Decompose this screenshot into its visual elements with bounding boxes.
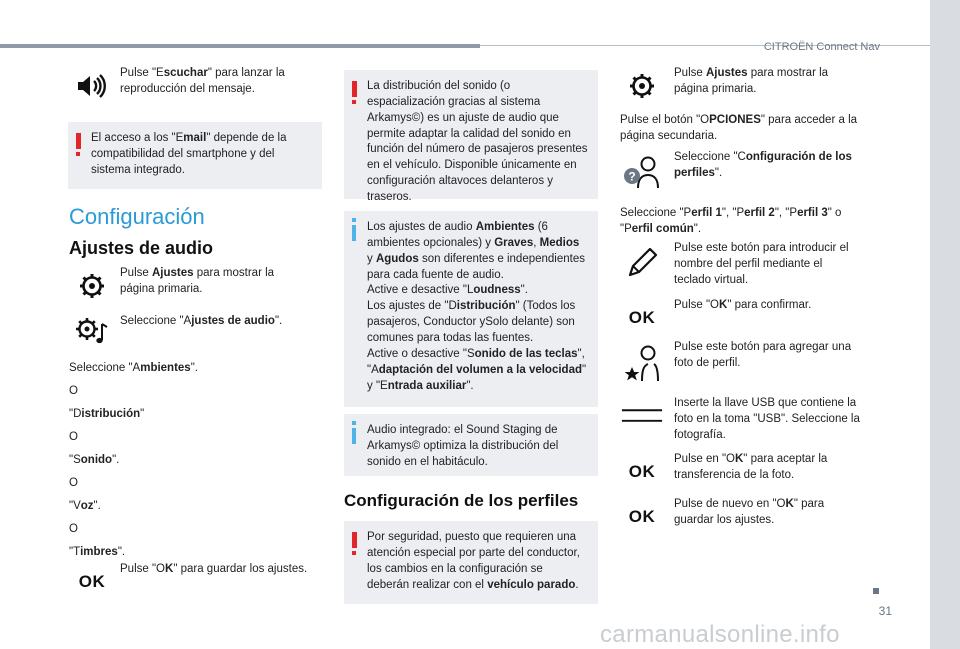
profile-question-icon (620, 150, 664, 194)
ok-save-step: OK Pulse de nuevo en "OK" para guardar los ajustes. (620, 497, 880, 537)
ok-step: OK Pulse "OK" para guardar los ajustes. (70, 562, 330, 602)
voz-text: "Voz". (69, 500, 101, 512)
or-text-2: O (69, 431, 78, 443)
col3-ajustes-step: Pulse Ajustes para mostrar la página primaria. (620, 66, 880, 106)
ambientes-text: Seleccione "Ambientes". (69, 362, 198, 374)
add-photo-profile-icon (620, 340, 664, 384)
audio-settings-info-box: Los ajustes de audio Ambientes (6 ambientes opcionales) y Graves, Medios y Agudos son diferentes e independientes para cada fuente de audio. Active e desactive "Loudness". Los ajustes de "Distribución" (Todos los pasajeros, Conductor ySolo delante) son comunes para todas las fuentes. Active o desactive "Sonido de las teclas", "Adaptación del volumen a la velocidad" y "Entrada auxiliar". (344, 211, 598, 407)
header-rule (0, 44, 480, 48)
ok-transfer-step: OK Pulse en "OK" para aceptar la transferencia de la foto. (620, 452, 880, 492)
ok-icon: OK (628, 507, 656, 527)
or-text-3: O (69, 477, 78, 489)
pencil-step: Pulse este botón para introducir el nombre del perfil mediante el teclado virtual. (620, 241, 880, 289)
info-icon (352, 225, 356, 241)
ok-icon: OK (628, 462, 656, 482)
safety-warning-box: Por seguridad, puesto que requieren una atención especial por parte del conductor, los cambios en la configuración se deberán realizar con el vehículo parado. (344, 521, 598, 604)
email-warning-box: El acceso a los "Email" depende de la compatibilidad del smartphone y del sistema integrado. (68, 122, 322, 189)
timbres-text: "Timbres". (69, 546, 126, 558)
sound-distribution-warning-box: La distribución del sonido (o espacialización gracias al sistema Arkamys©) es un ajuste de audio que permite adaptar la calidad del sonido en función del número de pasajeros presentes en el vehículo. Disponible únicamente en configuración altavoces delanteros y traseros. (344, 70, 598, 199)
photo-step: Pulse este botón para agregar una foto de perfil. (620, 340, 880, 384)
perfil-text: Seleccione "Perfil 1", "Perfil 2", "Perfil 3" o "Perfil común". (620, 207, 842, 235)
warning-icon (76, 133, 81, 149)
distribucion-text: "Distribución" (69, 408, 145, 420)
warning-icon (352, 81, 357, 97)
watermark: carmanualsonline.info (600, 621, 840, 648)
page-number: 31 (878, 604, 892, 618)
header-brand: CITROËN Connect Nav (763, 41, 880, 53)
usb-icon (620, 396, 664, 436)
ok-icon: OK (628, 308, 656, 328)
usb-step: Inserte la llave USB que contiene la foto en la toma "USB". Seleccione la fotografía. (620, 396, 880, 444)
pencil-icon (620, 241, 664, 285)
page-edge-band (930, 0, 960, 649)
ok-confirm-step: OK Pulse "OK" para confirmar. (620, 298, 880, 338)
gear-music-icon (70, 311, 114, 351)
profiles-section-title: Configuración de los perfiles (344, 491, 579, 510)
or-text-1: O (69, 385, 78, 397)
page-end-marker (873, 588, 879, 594)
section-title: Configuración (69, 204, 205, 229)
sonido-text: "Sonido". (69, 454, 120, 466)
ajustes-step: Pulse Ajustes para mostrar la página primaria. (70, 266, 330, 306)
subsection-title: Ajustes de audio (69, 238, 214, 258)
ok-icon: OK (78, 572, 106, 592)
gear-icon (70, 266, 114, 306)
gear-icon (620, 66, 664, 106)
speaker-icon (70, 66, 114, 106)
info-icon (352, 428, 356, 444)
opciones-text: Pulse el botón "OPCIONES" para acceder a la página secundaria. (620, 114, 858, 142)
or-text-4: O (69, 523, 78, 535)
svg-text:?: ? (628, 169, 636, 184)
escuchar-step: Pulse "Escuchar" para lanzar la reproducción del mensaje. (70, 66, 330, 106)
arkamys-info-box: Audio integrado: el Sound Staging de Arkamys© optimiza la distribución del sonido en el habitáculo. (344, 414, 598, 476)
audio-step: Seleccione "Ajustes de audio". (70, 311, 330, 351)
config-step: ? Seleccione "Configuración de los perfiles". (620, 150, 880, 194)
warning-icon (352, 532, 357, 548)
